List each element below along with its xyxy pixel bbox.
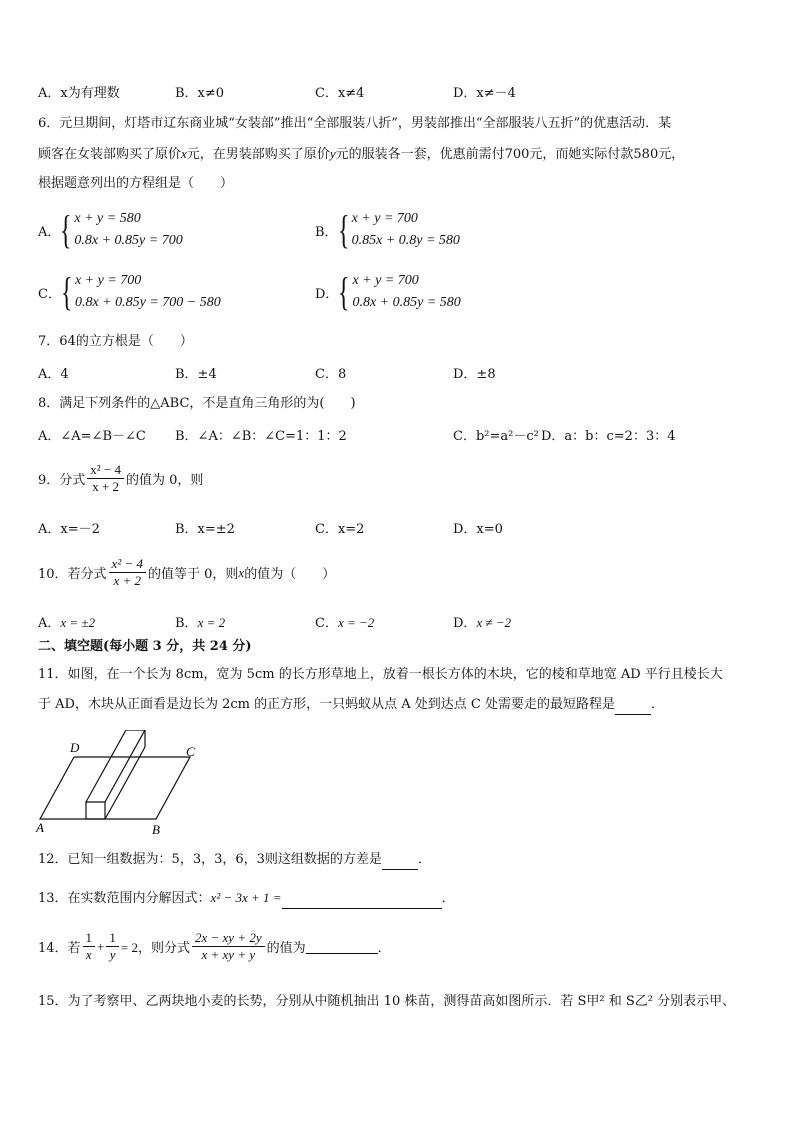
q11-line-1: 11．如图，在一个长为 8cm，宽为 5cm 的长方形草地上，放着一根长方体的木块，它的棱和草地宽 AD 平行且棱长大: [38, 667, 723, 682]
q7-option-b: B．±4: [175, 367, 217, 382]
q10-option-a: A．x = ±2: [38, 615, 96, 631]
q5-option-c: C．x≠4: [315, 86, 365, 101]
q7-option-a: A．4: [38, 367, 69, 382]
q6-line-2: 顾客在女装部购买了原价x元，在男装部购买了原价y元的服装各一套，优惠前需付700元，而她实际付款580元，: [38, 146, 685, 162]
q9-option-d: D．x=0: [453, 522, 503, 537]
q9-option-c: C．x=2: [315, 522, 365, 537]
q9-stem: 9．分式 $\frac{\text{x² − 4}}{x + 2}$ 的值为 0，则: [38, 462, 204, 494]
q14-text: 14．若 $\frac{1}{x}$ + $\frac{1}{y}$ = 2，则分式 $\frac{2x - xy + 2y}{x + xy + y}$ 的值为 ．: [38, 930, 391, 962]
q15-text: 15．为了考察甲、乙两块地小麦的长势，分别从中随机抽出 10 株苗，测得苗高如图所示．若 S甲² 和 S乙² 分别表示甲、: [38, 994, 736, 1009]
q6-line-1: 6．元旦期间，灯塔市辽东商业城“女装部”推出“全部服装八折”，男装部推出“全部服装八五折”的优惠活动．某: [38, 116, 672, 131]
q5-option-a: A．x为有理数: [38, 86, 120, 101]
q9-option-b: B．x=±2: [175, 522, 235, 537]
q6-option-c: C． { x + y = 700 0.8x + 0.85y = 700 − 580: [38, 269, 221, 314]
q6-line-3: 根据题意列出的方程组是（ ）: [38, 176, 234, 191]
section-heading: 二、填空题(每小题 3 分，共 24 分): [38, 639, 252, 654]
label-a: A: [36, 820, 44, 835]
q11-line-2: 于 AD，木块从正面看是边长为 2cm 的正方形，一只蚂蚁从点 A 处到达点 C 处需要走的最短路程是 ．: [38, 695, 764, 715]
label-c: C: [186, 744, 195, 759]
q8-option-d: D．a：b：c=2：3：4: [541, 429, 676, 444]
q5-option-b: B．x≠0: [175, 86, 225, 101]
label-b: B: [152, 822, 160, 837]
q6-option-d: D． { x + y = 700 0.8x + 0.85y = 580: [315, 269, 461, 314]
q5-option-d: D．x≠－4: [453, 86, 516, 101]
q10-stem: 10．若分式 $\frac{\text{x² − 4}}{x + 2}$ 的值等于 0，则 x 的值为（ ）: [38, 556, 336, 588]
grass-outline: [40, 757, 190, 819]
q6-option-a: A． { x + y = 580 0.8x + 0.85y = 700: [38, 207, 183, 252]
q10-option-d: D．x ≠ −2: [453, 615, 512, 631]
block-front-face: [86, 802, 105, 819]
q10-option-c: C．x = −2: [315, 615, 375, 631]
q7-option-c: C．8: [315, 367, 347, 382]
label-d: D: [70, 740, 80, 755]
q13-text: 13．在实数范围内分解因式：x² − 3x + 1 = ．: [38, 888, 764, 909]
q8-option-b: B．∠A：∠B：∠C=1：1：2: [175, 429, 347, 444]
q6-option-b: B． { x + y = 700 0.85x + 0.8y = 580: [315, 207, 460, 252]
q7-stem: 7．64的立方根是（ ）: [38, 334, 193, 349]
q7-option-d: D．±8: [453, 367, 496, 382]
q12-text: 12．已知一组数据为：5，3，3，6，3则这组数据的方差是 ．: [38, 850, 764, 870]
q8-option-c: C．b²=a²－c²: [453, 429, 539, 444]
q8-option-a: A．∠A=∠B－∠C: [38, 429, 146, 444]
q9-option-a: A．x=－2: [38, 522, 100, 537]
q11-figure: [30, 730, 210, 840]
q10-option-b: B．x = 2: [175, 615, 226, 631]
q8-stem: 8．满足下列条件的△ABC，不是直角三角形的为( ): [38, 396, 356, 411]
